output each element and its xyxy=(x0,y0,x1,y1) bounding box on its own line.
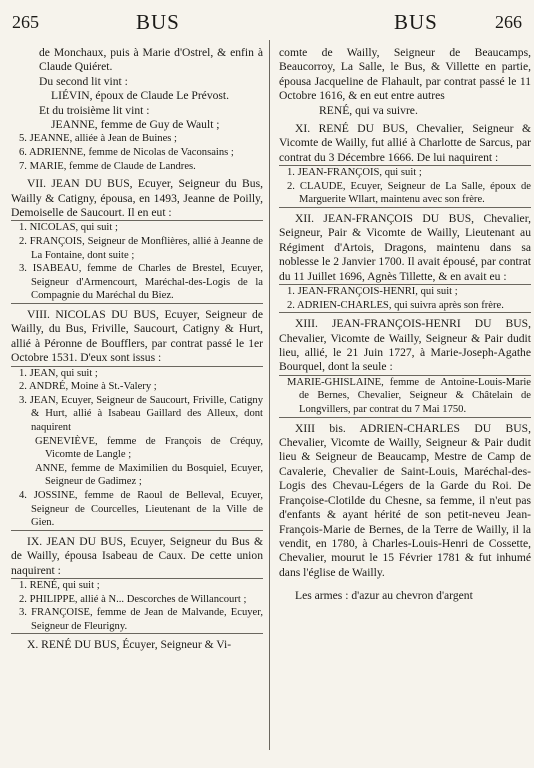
list-item: 2. CLAUDE, Ecuyer, Seigneur de La Salle, époux de Marguerite Wllart, maintenu avec son frère. xyxy=(287,180,531,206)
right-column xyxy=(279,46,531,758)
list-item: RENÉ, qui va suivre. xyxy=(319,103,418,117)
separator xyxy=(279,312,531,313)
left-column xyxy=(11,46,263,758)
genealogy-paragraph: XII. JEAN-FRANÇOIS DU BUS, Chevalier, Seigneur, Pair & Vicomte de Wailly, Lieutenant au Régiment d'Artois, Dragons, maintenu dans sa noblesse le 2 Janvier 1700. Il avait épousé, par contrat du 11 Juillet 1696, Agnès Tillette, & en avait eu : xyxy=(279,212,531,283)
genealogy-paragraph: X. RENÉ DU BUS, Écuyer, Seigneur & Vi- xyxy=(27,638,232,652)
list-item: 1. RENÉ, qui suit ; xyxy=(19,579,100,591)
text-line: Du second lit vint : xyxy=(39,74,128,88)
genealogy-paragraph: XIII bis. ADRIEN-CHARLES DU BUS, Chevalier, Vicomte de Wailly, Seigneur & Pair dudit lieu & Seigneur de Beaucamp, Mestre de Camp de Cavalerie, Chevalier de Saint-Louis, Maréchal-des-Logis des Chevau-Légers de la Garde du Roi. De Françoise-Clotilde du Chesne, sa femme, il n'eut pas d'enfants & ayant hérité de son petit-neveu Jean-François-Marie de Bernes, de la Terre de Wailly, il la vendit, en 1780, à Charles-Louis-Henri de Cossette, Chevalier, mourut le 15 Février 1781 & fut inhumé dans l'église de Wailly. xyxy=(279,421,531,579)
list-subitem: ANNE, femme de Maximilien du Bosquiel, Ecuyer, Seigneur de Gadimez ; xyxy=(35,462,263,488)
list-item: 1. JEAN-FRANÇOIS-HENRI, qui suit ; xyxy=(287,286,458,298)
list-item: 5. JEANNE, alliée à Jean de Buines ; xyxy=(19,133,177,145)
list-item: 3. FRANÇOISE, femme de Jean de Malvande, Ecuyer, Seigneur de Fleurigny. xyxy=(19,607,263,632)
separator xyxy=(11,303,263,304)
separator xyxy=(11,633,263,634)
list-item: 2. ADRIEN-CHARLES, qui suivra après son frère. xyxy=(287,299,504,311)
genealogy-paragraph: VII. JEAN DU BUS, Ecuyer, Seigneur du Bus, Wailly & Catigny, épousa, en 1493, Jeanne de Poilly, Demoiselle de Saucourt. Il en eut : xyxy=(11,177,263,220)
separator xyxy=(11,530,263,531)
list-subitem: GENEVIÈVE, femme de François de Créquy, Vicomte de Langle ; xyxy=(35,435,263,461)
list-item: JEANNE, femme de Guy de Wault ; xyxy=(51,118,220,132)
list-item: 3. JEAN, Ecuyer, Seigneur de Saucourt, Friville, Catigny & Hurt, allié à Isabeau Gaillard des Alleux, dont naquirent xyxy=(19,394,263,433)
list-item: 1. JEAN, qui suit ; xyxy=(19,367,98,379)
list-item: 6. ADRIENNE, femme de Nicolas de Vaconsains ; xyxy=(19,147,234,159)
list-item: 2. PHILIPPE, allié à N... Descorches de Willancourt ; xyxy=(19,593,247,605)
list-item: 2. FRANÇOIS, Seigneur de Monflières, allié à Jeanne de La Fontaine, dont suite ; xyxy=(19,236,263,261)
column-divider xyxy=(269,40,270,750)
genealogy-paragraph: IX. JEAN DU BUS, Ecuyer, Seigneur du Bus & de Wailly, épousa Isabeau de Caux. De cette union naquirent : xyxy=(11,534,263,577)
text-line: Et du troisième lit vint : xyxy=(39,103,150,117)
genealogy-paragraph: XI. RENÉ DU BUS, Chevalier, Seigneur & Vicomte de Wailly, fut allié à Charlotte de Sarcus, par contrat du 3 Décembre 1666. De lui naquirent : xyxy=(279,122,531,164)
list-item: 7. MARIE, femme de Claude de Landres. xyxy=(19,160,196,172)
right-page-number: 266 xyxy=(495,12,522,32)
separator xyxy=(279,417,531,418)
left-running-title: BUS xyxy=(136,10,180,34)
list-item: 4. JOSSINE, femme de Raoul de Belleval, Ecuyer, Seigneur de Courcelles, Lieutenant de la Ville de Gien. xyxy=(19,489,263,529)
page-header xyxy=(0,8,534,38)
genealogy-paragraph: XIII. JEAN-FRANÇOIS-HENRI DU BUS, Chevalier, Vicomte de Wailly, Seigneur & Pair dudit lieu, allié, le 21 Juin 1727, à Marie-Joseph-Agathe Bourquel, dont la seule : xyxy=(279,317,531,374)
list-item: 1. JEAN-FRANÇOIS, qui suit ; xyxy=(287,167,422,179)
list-item: 3. ISABEAU, femme de Charles de Brestel, Ecuyer, Seigneur d'Armencourt, Maréchal-des-Logis de la Compagnie du Maréchal du Biez. xyxy=(19,263,263,302)
list-item: 1. NICOLAS, qui suit ; xyxy=(19,222,118,234)
genealogy-paragraph: VIII. NICOLAS DU BUS, Ecuyer, Seigneur de Wailly, du Bus, Friville, Saucourt, Catigny & Hurt, allié à Péronne de Boufflers, par contrat passé le 1er Octobre 1531. D'eux sont issus : xyxy=(11,308,263,365)
coat-of-arms-line: Les armes : d'azur au chevron d'argent xyxy=(295,589,473,603)
continued-text: comte de Wailly, Seigneur de Beaucamps, Beaucorroy, La Salle, le Bus, & Villette en partie, épousa Jacqueline de Flahault, par contrat passé le 11 Octobre 1616, & en eut entre autres xyxy=(279,46,531,103)
list-item: LIÉVIN, époux de Claude Le Prévost. xyxy=(51,89,230,103)
list-item: 2. ANDRÉ, Moine à St.-Valery ; xyxy=(19,381,157,393)
left-page-number: 265 xyxy=(12,12,39,32)
right-running-title: BUS xyxy=(394,10,438,34)
separator xyxy=(279,207,531,208)
continued-text: de Monchaux, puis à Marie d'Ostrel, & enfin à Claude Quiéret. xyxy=(39,46,263,74)
list-item: MARIE-GHISLAINE, femme de Antoine-Louis-Marie de Bernes, Chevalier, Seigneur & Châtelain de Longvillers, par contrat du 7 Mai 1750. xyxy=(287,376,531,416)
